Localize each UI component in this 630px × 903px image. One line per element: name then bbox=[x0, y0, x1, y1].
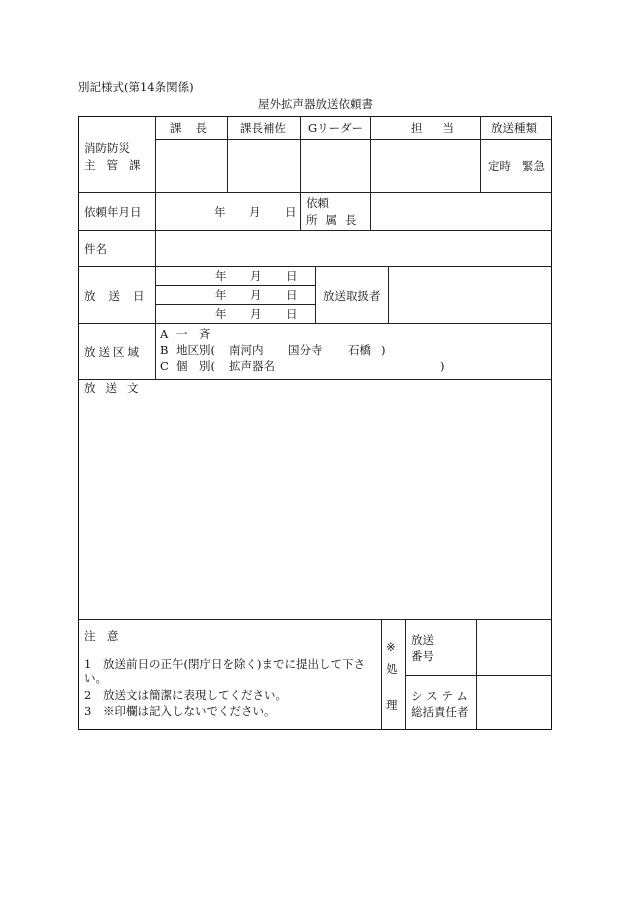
broadcast-number-label-2: 番号 bbox=[411, 649, 434, 663]
approval-stamp-tantou[interactable] bbox=[372, 141, 478, 190]
dept-label-line2: 主管課 bbox=[84, 158, 152, 172]
document-title: 屋外拡声器放送依頼書 bbox=[258, 97, 373, 111]
broadcast-handler-label: 放送取扱者 bbox=[323, 289, 381, 303]
form-reference: 別記様式(第14条関係) bbox=[78, 80, 194, 94]
area-option-b[interactable]: 地区別( bbox=[176, 343, 215, 357]
option-kinkyu[interactable]: 緊急 bbox=[522, 159, 545, 173]
approval-stamp-kachou[interactable] bbox=[157, 141, 225, 190]
broadcast-text-label: 放送文 bbox=[84, 381, 149, 395]
speaker-name-field[interactable] bbox=[280, 359, 436, 373]
broadcast-number-label-1: 放送 bbox=[411, 633, 434, 647]
option-teiji[interactable]: 定時 bbox=[488, 159, 511, 173]
request-date-field[interactable] bbox=[157, 194, 298, 228]
subject-label: 件名 bbox=[84, 242, 107, 256]
rule-approval-bottom bbox=[78, 192, 552, 193]
system-manager-field[interactable] bbox=[478, 677, 550, 728]
broadcast-number-field[interactable] bbox=[478, 621, 550, 673]
processing-mark: ※ bbox=[386, 640, 396, 654]
irai-label-line1: 依頼 bbox=[306, 196, 329, 210]
note-1: 放送前日の正午(閉庁日を除く)までに提出して下さ bbox=[103, 657, 365, 671]
processing-label-2: 理 bbox=[386, 698, 398, 712]
area-b-ishibashi[interactable]: 石橋 bbox=[348, 343, 371, 357]
dept-label-line1: 消防防災 bbox=[84, 141, 130, 155]
note-1-cont: い。 bbox=[84, 671, 107, 685]
note-3: ※印欄は記入しないでください。 bbox=[103, 704, 276, 718]
col-tantou: 担当 bbox=[411, 121, 474, 135]
note-2: 放送文は簡潔に表現してください。 bbox=[103, 688, 287, 702]
subject-field[interactable] bbox=[157, 232, 550, 264]
broadcast-text-area[interactable] bbox=[80, 397, 550, 617]
col-housou-shurui: 放送種類 bbox=[491, 121, 537, 135]
system-manager-label-1: システム bbox=[411, 689, 472, 703]
broadcast-day-fields[interactable] bbox=[157, 267, 313, 321]
broadcast-handler-field[interactable] bbox=[390, 267, 550, 321]
area-label: 放送区域 bbox=[84, 345, 142, 359]
approval-stamp-kachou-hosa[interactable] bbox=[229, 141, 298, 190]
area-option-c[interactable]: 個 別( bbox=[176, 359, 215, 373]
requesting-dept-head-field[interactable] bbox=[372, 194, 550, 228]
area-b-minamikawachi[interactable]: 南河内 bbox=[229, 343, 264, 357]
irai-label-line2: 所属長 bbox=[306, 213, 365, 227]
col-kachou: 課長 bbox=[170, 121, 221, 135]
col-g-leader: Gリーダー bbox=[308, 121, 364, 135]
area-b-kokubunji[interactable]: 国分寺 bbox=[288, 343, 323, 357]
area-option-a[interactable]: 一 斉 bbox=[176, 327, 211, 341]
notes-title: 注 意 bbox=[84, 629, 119, 643]
approval-stamp-g-leader[interactable] bbox=[302, 141, 368, 190]
rule-approval-header bbox=[155, 139, 480, 140]
processing-label-1: 処 bbox=[386, 662, 398, 676]
request-date-label: 依頼年月日 bbox=[84, 205, 142, 219]
col-kachou-hosa: 課長補佐 bbox=[240, 121, 286, 135]
system-manager-label-2: 総括責任者 bbox=[411, 705, 469, 719]
broadcast-day-label: 放送日 bbox=[84, 289, 158, 303]
